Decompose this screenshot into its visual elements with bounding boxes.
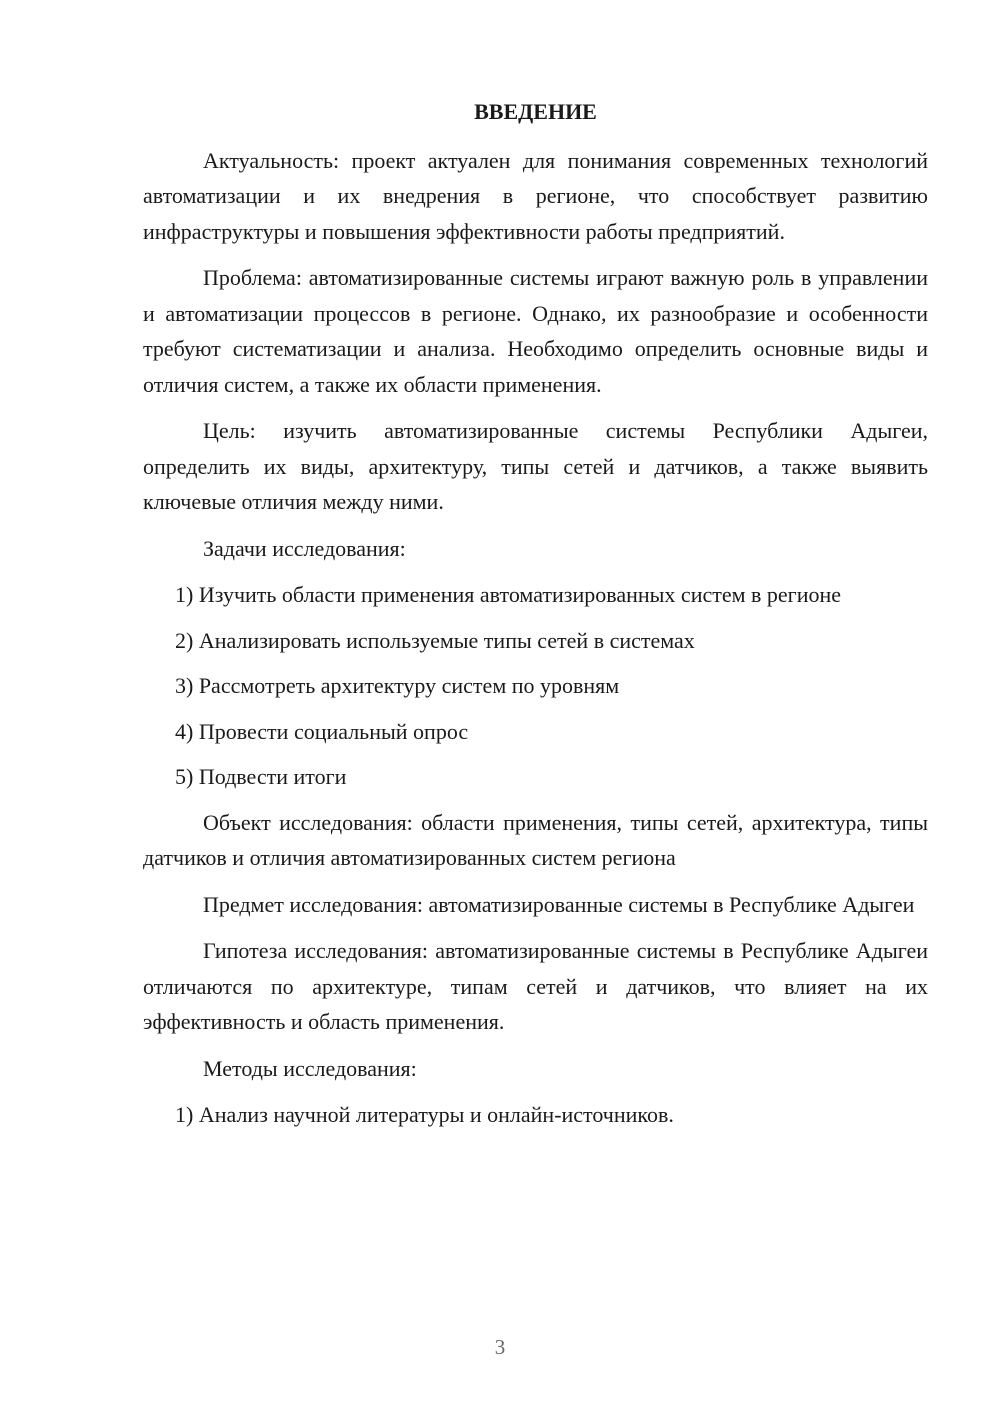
tasks-heading: Задачи исследования:	[203, 535, 406, 561]
list-item: 1) Анализ научной литературы и онлайн-источников.	[175, 1102, 674, 1127]
paragraph-hypothesis: Гипотеза исследования: автоматизированные системы в Республике Адыгеи отличаются по архитектуре, типам сетей и датчиков, что влияет на их эффективность и область применения.	[143, 938, 928, 1034]
tasks-list	[143, 577, 928, 795]
list-item: 2) Анализировать используемые типы сетей в системах	[175, 627, 695, 653]
methods-list	[143, 1097, 928, 1133]
paragraph-subject: Предмет исследования: автоматизированные системы в Республике Адыгеи	[203, 891, 915, 917]
paragraph-goal: Цель: изучить автоматизированные системы Республики Адыгеи, определить их виды, архитектуру, типы сетей и датчиков, а также выявить ключевые отличия между ними.	[143, 418, 928, 514]
document-page	[143, 94, 928, 1143]
page-number: 3	[494, 1335, 506, 1359]
list-item: 1) Изучить области применения автоматизированных систем в регионе	[175, 582, 842, 607]
paragraph-relevance: Актуальность: проект актуален для понимания современных технологий автоматизации и их внедрения в регионе, что способствует развитию инфраструктуры и повышения эффективности работы предприятий.	[143, 147, 928, 244]
list-item: 4) Провести социальный опрос	[175, 718, 469, 744]
paragraph-problem: Проблема: автоматизированные системы играют важную роль в управлении и автоматизации процессов в регионе. Однако, их разнообразие и особенности требуют систематизации и анализа. Необходимо определить основные виды и отличия систем, а также их области применения.	[143, 265, 928, 397]
paragraph-object: Объект исследования: области применения, типы сетей, архитектура, типы датчиков и отличия автоматизированных систем региона	[143, 809, 928, 870]
list-item: 3) Рассмотреть архитектуру систем по уровням	[175, 673, 620, 698]
methods-heading: Методы исследования:	[203, 1055, 417, 1081]
list-item: 5) Подвести итоги	[175, 764, 347, 789]
document-title: ВВЕДЕНИЕ	[474, 99, 597, 124]
